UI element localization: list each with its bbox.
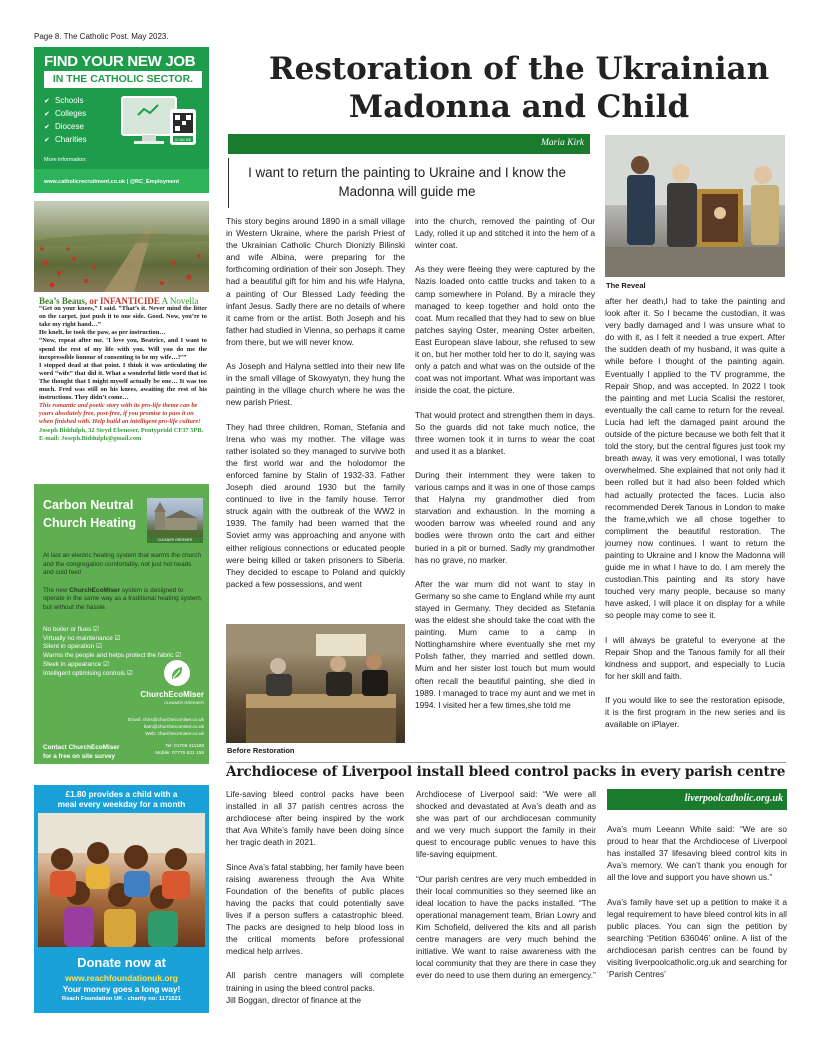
article2-source[interactable]: liverpoolcatholic.org.uk: [684, 793, 783, 804]
checkbox-icon: ☑: [175, 652, 182, 660]
feature-item: Virtually no maintenance ☑: [43, 634, 121, 642]
church-ecomiser-emails: [114, 717, 204, 739]
pull-quote-rule: [228, 158, 229, 208]
article2-headline: Archdiocese of Liverpool install bleed control packs in every parish centre: [226, 764, 786, 780]
cleaner-greener-label: CLEANER GREENER: [147, 537, 203, 543]
checkbox-icon: ☑: [103, 660, 109, 668]
section-divider: [226, 762, 786, 763]
job-ad-url[interactable]: www.catholicrecruitment.co.uk | @RC_Employment: [44, 179, 180, 185]
job-ad-headline: FIND YOUR NEW JOB: [44, 53, 196, 70]
church-heating-title: Carbon Neutral Church Heating: [43, 498, 137, 530]
email-link[interactable]: liam@churchecomiser.co.uk: [143, 725, 204, 731]
reach-slogan: Your money goes a long way!: [62, 984, 181, 994]
reach-foundation-advert[interactable]: [34, 785, 209, 1013]
church-ecomiser-contact: Contact ChurchEcoMiser for a free on site survey: [43, 744, 120, 760]
checkbox-icon: ☑: [114, 634, 121, 642]
leaf-logo-icon: [164, 660, 190, 686]
feature-item: No boiler or flues ☑: [43, 626, 99, 633]
reveal-illustration: [605, 135, 785, 277]
devices-illustration: [120, 95, 198, 153]
job-ad-more-info: More information:: [44, 157, 87, 163]
web-link[interactable]: Web: churchecomiser.co.uk: [145, 732, 204, 738]
church-heating-intro: At last an electric heating system that warms the church and the congregation comfortably, not just hot heads and cold feet! The new ChurchEcoMiser system is designed to operate in the same way as a traditional heating system, but without the hassle.: [43, 552, 203, 611]
job-advert[interactable]: [34, 47, 209, 193]
job-ad-subheadline: IN THE CATHOLIC SECTOR.: [44, 71, 202, 88]
pull-quote: I want to return the painting to Ukraine and I know the Madonna will guide me: [248, 165, 566, 199]
job-ad-item: ✔ Colleges: [44, 108, 87, 121]
novella-contact: Joseph Biddulph, 32 Stryd Ebeneser, Pontypridd CF37 5PB. E-mail: Joseph.Biddulph@gmail.com: [39, 426, 204, 442]
check-icon: ✔: [44, 98, 50, 105]
article-column-1: This story begins around 1890 in a small village in Western Ukraine, where the parish Priest of the Ukrainian Catholic Church Dionizly Bilinski and wife Albina, were preparing for the forthcoming ordination of their son Joseph. They had a beautiful gift for him and his wife Halyna, a painting of Our Blessed Lady feeding the infant Jesus. Sadly there are no details of where it came from or the artist. Both Joseph and his father had studied in Vienna, so perhaps it came from there, but we will never know. As Joseph and Halyna settled into their new life in the small village of Skowyatyn, they hung the painting in the village church where he was the new parish Priest. They had three children, Roman, Stefania and Irena who was my mother. The village was rather isolated so they managed to survive both the first world war and the holodomor the enforced famine by Stalin of 1932-33. Father Joseph died around 1930 but the family continued to live in the family house. Terror struck again with the outbreak of the WW2 in 1939. The family had been warned that the Soviet army was approaching and anyone with either religious connections or educated people were being killed or taken prisoners to Siberia. They decided to escape to Poland and quickly packed a few possessions, and went: [226, 216, 405, 589]
article2-column-1: Life-saving bleed control packs have been installed in all 37 parish centres across the archdiocese after being inspired by the work that Ava White’s family have been doing since her tragic death in 2021. Since Ava’s fatal stabbing, her family have been raising awareness through the Ava White Foundation of the benefits of public places having the packs that could potentially save lives if a person suffers a catastrophic bleed. The packs are designed to help blood loss in the critical moments before professional medical help arrives. All parish centre managers will complete training in using the bleed control packs. Jill Boggan, director of finance at the: [226, 789, 404, 1005]
novella-advert: [39, 297, 207, 443]
article2-column-3: Ava’s mum Leeann White said: “We are so proud to hear that the Archdiocese of Liverpool has installed 37 lifesaving bleed control kits in Ava’s memory. We can’t thank you enough for all the love and support you have shown us.” Ava’s family have set up a petition to make it a legal requirement to have bleed control kits in all public places. You can sign the petition by searching ‘Petition 636046’ online. A list of the archdiocesan parish centres can be found by visiting liverpoolcatholic.org.uk and searching for ‘Parish Centres’: [607, 824, 787, 980]
reveal-caption: The Reveal: [606, 281, 646, 290]
job-ad-item: ✔ Diocese: [44, 121, 87, 134]
check-icon: ✔: [44, 124, 50, 131]
check-icon: ✔: [44, 137, 50, 144]
poppy-field-photo: [34, 201, 209, 292]
novella-excerpt: “Get on your knees,” I said. “That’s it. Never mind the litter on the carpet, just push it to one side. Good. Now, you’re to take my right hand…” He knelt, he took the paw, as per instruction… “Now, repeat after me. ‘I love you, Beatrice, and I want to spend the rest of my life with you. Will you do me the inexpressible honour of consenting to be my wife…?’” I stopped dead at that point. I think it was articulating the word “wife” that did it. What a wonderful little word that is! The thought that I might myself actually be one… It was too much. Fred was still on his knees, awaiting the rest of his instructions. They didn’t come…: [39, 305, 207, 402]
before-restoration-photo: [226, 624, 405, 743]
before-restoration-caption: Before Restoration: [227, 746, 295, 755]
reveal-photo: [605, 135, 785, 277]
feature-item: Sleek in appearance ☑: [43, 660, 109, 668]
church-photo: [147, 498, 203, 538]
feature-item: Silent in operation ☑: [43, 643, 102, 651]
article-column-3: after her death,I had to take the painting and look after it. So I became the custodian, it was very badly damaged and I was unsure what to do with it, as I felt it needed a true expert. After the sudden death of my husband, it was quite a while before I thought of the painting again. Eventually I applied to the TV programme, the Repair Shop, and was accepted. In 2022 I took the painting and met Lucia Scalisi the restorer, eventually the call came to return for the reveal. Lucia had left the damaged paint around the outside of the picture because we both felt that it told the story, but the central figures just took my breath away, it was very emotional, I was totally overwhelmed. She explained that not only had it been rolled but it had also been folded which had actually protected the faces. Lucia also recommended Derek Tanous in London to make the frame,which we all chose together to compliment the beautiful restoration. The journey now continues. I want to return the painting to Ukraine and I know the Madonna will guide me in what I have to do. I am merely the custodian.This painting and its story have touched very many people, because so many have asked, I will place it on display for a while so people may come to see it. I will always be grateful to everyone at the Repair Shop and the Tanous family for all their kindness and support, and especially to Lucia for her skill and faith. If you would like to see the restoration episode, it is the first program in the new series and iis available on iPlayer.: [605, 296, 785, 730]
feature-item: Intelligent optimising controls ☑: [43, 669, 133, 677]
children-photo: [38, 813, 205, 947]
article-column-2: into the church, removed the painting of Our Lady, rolled it up and stitched it into the hem of a winter coat. As they were fleeing they were captured by the Nazis loaded onto cattle trucks and taken to a camp somewhere in Poland. By a miracle they managed to keep together and hold onto the coat. Mum recalled that they had to sew on blue patches saying Oster, meaning Oster arbeiten, East European slave labour, she refused to sew it on, but her mother told her to do it, saying was only a patch and what was on the outside of the coat was not important. What was important was inside the coat, the picture. That would protect and strengthen them in days. So the guards did not take much notice, the three women took it in turns to wear the coat and used it as a blanket. During their internment they were taken to various camps and it was in one of those camps that Halyna my grandmother died from starvation and exhaustion. In the morning a wooden barrow was wheeled round and any bodies were thrown onto the cart and either buried in a pit or burned. Sadly my grandmother has no grave, no marker. After the war mum did not want to stay in Germany so she came to England while my aunt stayed in Germany. They decided as Stefania was the eldest she should take the coat with the painting. Mum came to a camp in Nottinghamshire where eventually she met my Polish father, they married and settled down. Mum and her sister lost touch but mum would often recall the beautiful painting, she died in 1989. I managed to trace my aunt and we met in 1994. I visited her a few times,she told me: [415, 216, 595, 710]
checkbox-icon: ☑: [93, 626, 99, 633]
reach-url[interactable]: www.reachfoundationuk.org: [65, 973, 178, 983]
church-heating-advert[interactable]: [34, 484, 209, 764]
reach-charity-number: Reach Foundation UK - charity no: 1171521: [61, 996, 182, 1002]
reach-headline: £1.80 provides a child with a meal every weekday for a month: [57, 789, 186, 809]
church-heating-features: [43, 626, 181, 678]
job-ad-list: [44, 95, 87, 147]
checkbox-icon: ☑: [126, 669, 133, 677]
workshop-illustration: [226, 624, 405, 743]
novella-promo: This romantic and poetic story with its pro-life theme can be yours absolutely free, post-free, if you promise to pass it on when finished with. Help build an intelligent pro-life culture!: [39, 402, 201, 426]
article-headline: Restoration of the Ukrainian Madonna and Child: [268, 51, 770, 125]
check-icon: ✔: [44, 111, 50, 118]
church-ecomiser-phones: Tel: 01706 411189 Mobile: 07770 621 158: [155, 744, 204, 757]
donate-now-label: Donate now at: [77, 955, 166, 970]
novella-title: Bea’s Beaus, or INFANTICIDE A Novella: [39, 296, 199, 306]
church-illustration: [147, 498, 203, 538]
article-author: Maria Kirk: [540, 138, 584, 148]
job-ad-item: ✔ Schools: [44, 95, 87, 108]
job-ad-item: ✔ Charities: [44, 134, 87, 147]
page-header: Page 8. The Catholic Post. May 2023.: [34, 32, 169, 41]
article2-column-2: Archdiocese of Liverpool said: “We were all shocked and devastated at Ava’s death and as she was part of our archdiocesan community and we very much support the family in their quest to encourage public venues to have this life-saving equipment. “Our parish centres are very much embedded in their local communities so they seemed like an ideal location to have the packs installed. “The operational management team, Brian Lowry and Kim Schofield, delivered the kits and all parish centre managers are very much behind the initiative. We want to raise awareness with the local community that they are there in case they ever do need to use them during an emergency.”: [416, 789, 596, 981]
feature-item: Warms the people and helps protect the fabric ☑: [43, 652, 182, 660]
scan-me-label: SCAN ME: [174, 138, 192, 142]
children-illustration: [38, 813, 205, 947]
email-link[interactable]: Email: chris@churchecomiser.co.uk: [127, 718, 204, 723]
church-ecomiser-tagline: CLEANER GREENER: [164, 700, 204, 705]
church-ecomiser-brand: ChurchEcoMiser: [140, 690, 204, 699]
poppy-field-illustration: [34, 201, 209, 292]
checkbox-icon: ☑: [95, 643, 102, 651]
